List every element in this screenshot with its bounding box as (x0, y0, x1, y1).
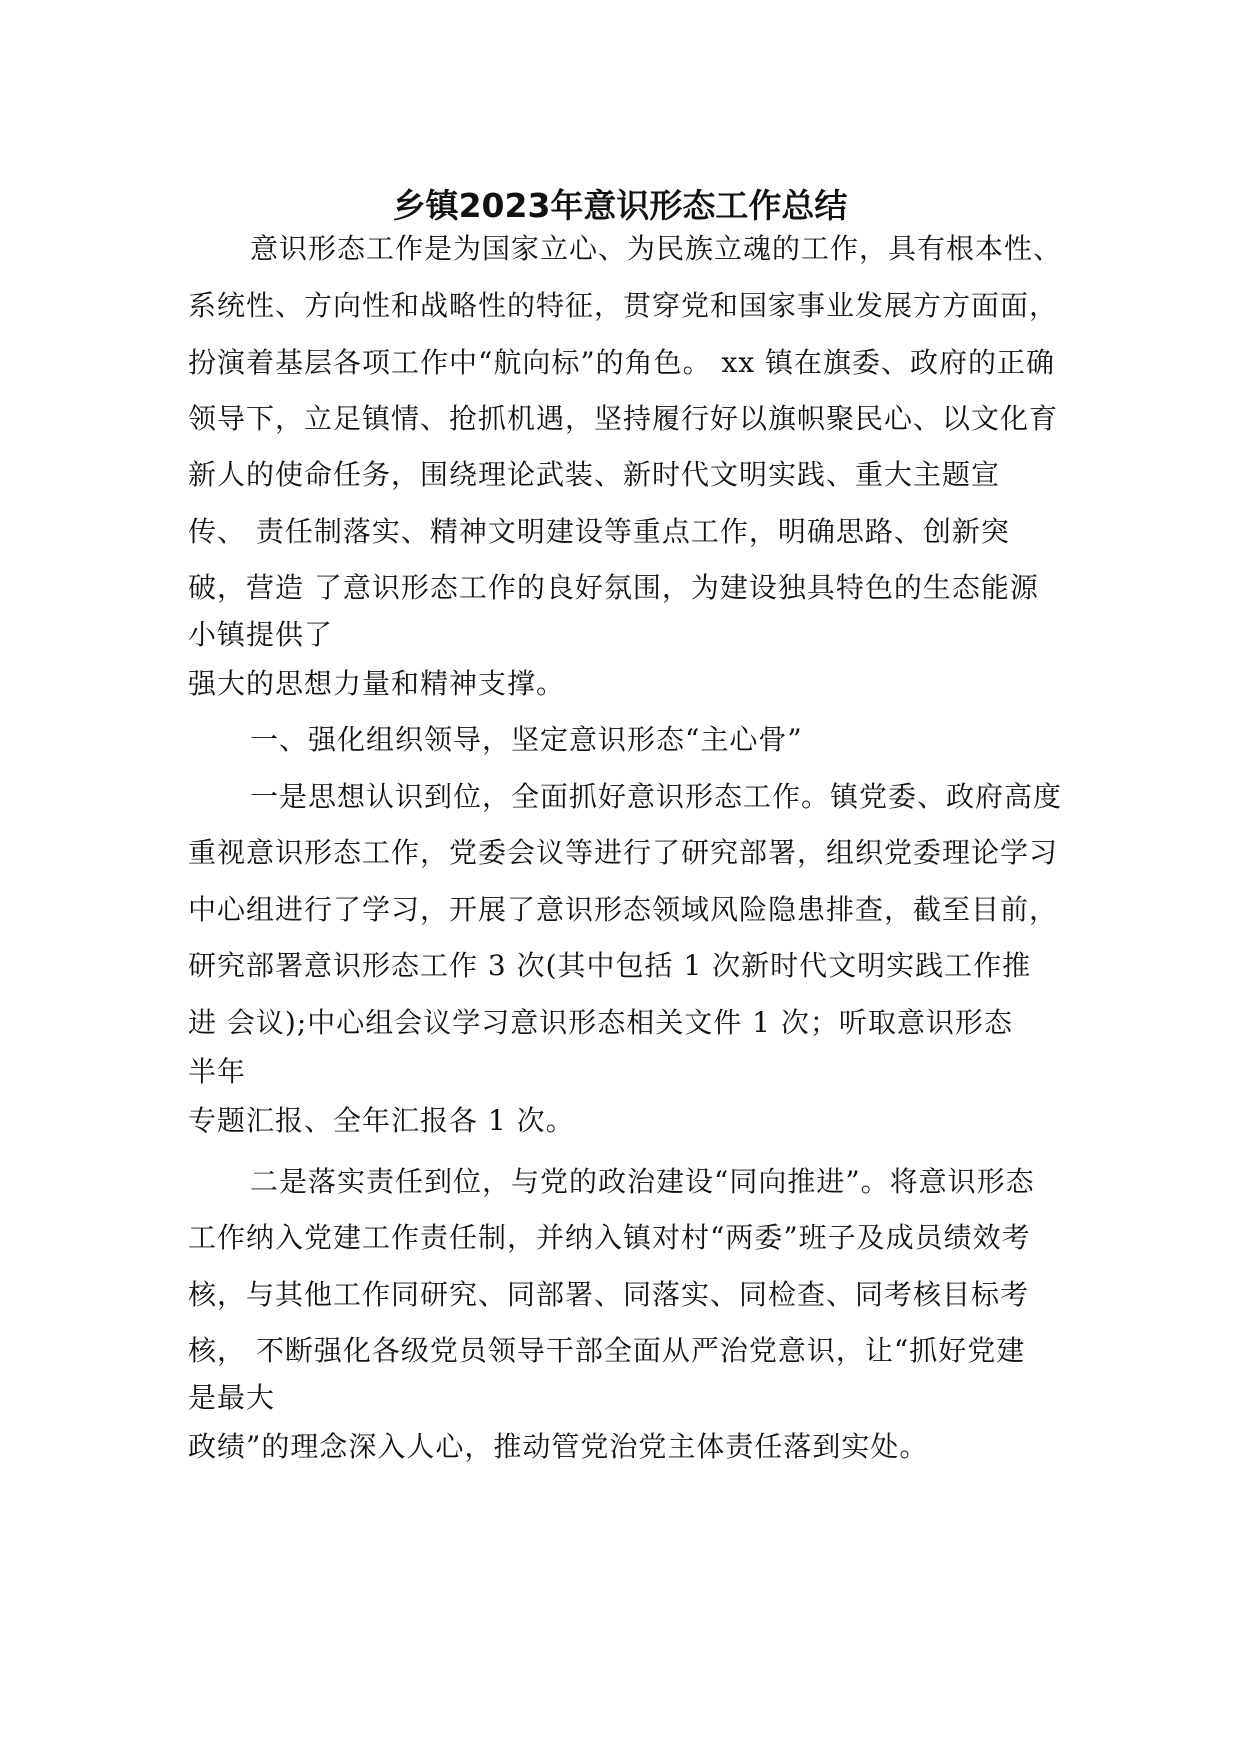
paragraph-line: 核，与其他工作同研究、同部署、同落实、同检查、同考核目标考 (188, 1278, 1030, 1311)
paragraph-line: 系统性、方向性和战略性的特征，贯穿党和国家事业发展方方面面， (188, 289, 1059, 322)
paragraph-line: 传、 责任制落实、精神文明建设等重点工作，明确思路、创新突 (188, 515, 1010, 548)
paragraph-line: 二是落实责任到位，与党的政治建设“同向推进”。将意识形态 (250, 1165, 1035, 1198)
paragraph-line: 新人的使命任务，围绕理论武装、新时代文明实践、重大主题宣 (188, 458, 1001, 491)
paragraph-line: 研究部署意识形态工作 3 次(其中包括 1 次新时代文明实践工作推 (188, 949, 1032, 982)
paragraph-line: 进 会议);中心组会议学习意识形态相关文件 1 次；听取意识形态 (188, 1006, 1013, 1039)
section-heading: 一、强化组织领导，坚定意识形态“主心骨” (250, 723, 803, 756)
paragraph-line: 意识形态工作是为国家立心、为民族立魂的工作，具有根本性、 (250, 232, 1063, 265)
paragraph-line: 重视意识形态工作，党委会议等进行了研究部署，组织党委理论学习 (188, 836, 1059, 869)
paragraph-line: 一是思想认识到位，全面抓好意识形态工作。镇党委、政府高度 (250, 780, 1063, 813)
paragraph-line: 核， 不断强化各级党员领导干部全面从严治党意识，让“抓好党建 (188, 1334, 1026, 1367)
paragraph-line: 小镇提供了 (188, 618, 334, 651)
paragraph-line: 中心组进行了学习，开展了意识形态领域风险隐患排查，截至目前， (188, 893, 1059, 926)
paragraph-line: 扮演着基层各项工作中“航向标”的角色。 xx 镇在旗委、政府的正确 (188, 346, 1056, 379)
document-title: 乡镇2023年意识形态工作总结 (392, 186, 848, 225)
paragraph-line: 专题汇报、全年汇报各 1 次。 (188, 1104, 575, 1137)
paragraph-line: 半年 (188, 1055, 247, 1088)
paragraph-line: 领导下，立足镇情、抢抓机遇，坚持履行好以旗帜聚民心、以文化育 (188, 402, 1059, 435)
paragraph-line: 是最大 (188, 1381, 276, 1414)
paragraph-line: 政绩”的理念深入人心，推动管党治党主体责任落到实处。 (188, 1430, 929, 1463)
paragraph-line: 工作纳入党建工作责任制，并纳入镇对村“两委”班子及成员绩效考 (188, 1221, 1031, 1254)
paragraph-line: 强大的思想力量和精神支撑。 (188, 667, 566, 700)
paragraph-line: 破，营造 了意识形态工作的良好氛围，为建设独具特色的生态能源 (188, 571, 1039, 604)
